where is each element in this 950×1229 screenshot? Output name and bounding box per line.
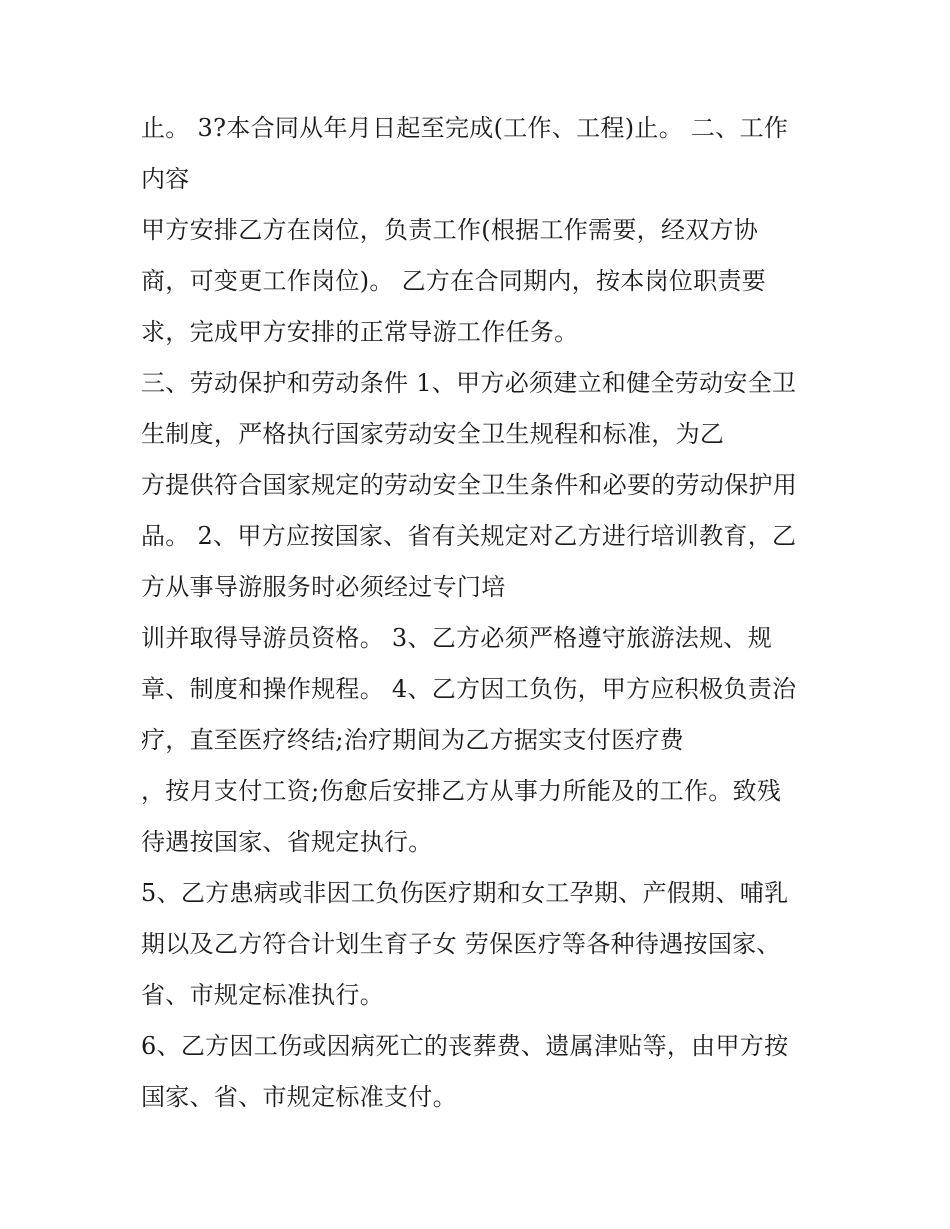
text-line: 止。 3?本合同从年月日起至完成(工作、工程)止。 二、工作 — [141, 114, 789, 142]
text-line: 品。 2、甲方应按国家、省有关规定对乙方进行培训教育，乙 — [141, 522, 797, 550]
text-line: 甲方安排乙方在岗位，负责工作(根据工作需要，经双方协 — [141, 216, 759, 244]
text-line: 国家、省、市规定标准支付。 — [141, 1083, 457, 1111]
text-line: 训并取得导游员资格。 3、乙方必须严格遵守旅游法规、规 — [141, 624, 772, 652]
text-line: 章、制度和操作规程。 4、乙方因工负伤，甲方应积极负责治 — [141, 675, 797, 703]
text-line: 商，可变更工作岗位)。 乙方在合同期内，按本岗位职责要 — [141, 267, 767, 295]
text-line: 6、乙方因工伤或因病死亡的丧葬费、遗属津贴等，由甲方按 — [141, 1032, 789, 1060]
text-line: 内容 — [141, 165, 190, 193]
text-line: 疗，直至医疗终结;治疗期间为乙方据实支付医疗费 — [141, 726, 684, 754]
text-line: 生制度，严格执行国家劳动安全卫生规程和标准，为乙 — [141, 420, 725, 448]
text-line: 期以及乙方符合计划生育子女 劳保医疗等各种待遇按国家、 — [141, 930, 781, 958]
text-line: 方提供符合国家规定的劳动安全卫生条件和必要的劳动保护用 — [141, 471, 798, 499]
text-line: 方从事导游服务时必须经过专门培 — [141, 573, 506, 601]
text-line: 三、劳动保护和劳动条件 1、甲方必须建立和健全劳动安全卫 — [141, 369, 797, 397]
text-line: 省、市规定标准执行。 — [141, 981, 384, 1009]
text-line: 5、乙方患病或非因工负伤医疗期和女工孕期、产假期、哺乳 — [141, 879, 789, 907]
text-line: ，按月支付工资;伤愈后安排乙方从事力所能及的工作。致残 — [141, 777, 782, 805]
text-line: 待遇按国家、省规定执行。 — [141, 828, 433, 856]
text-line: 求，完成甲方安排的正常导游工作任务。 — [141, 318, 579, 346]
